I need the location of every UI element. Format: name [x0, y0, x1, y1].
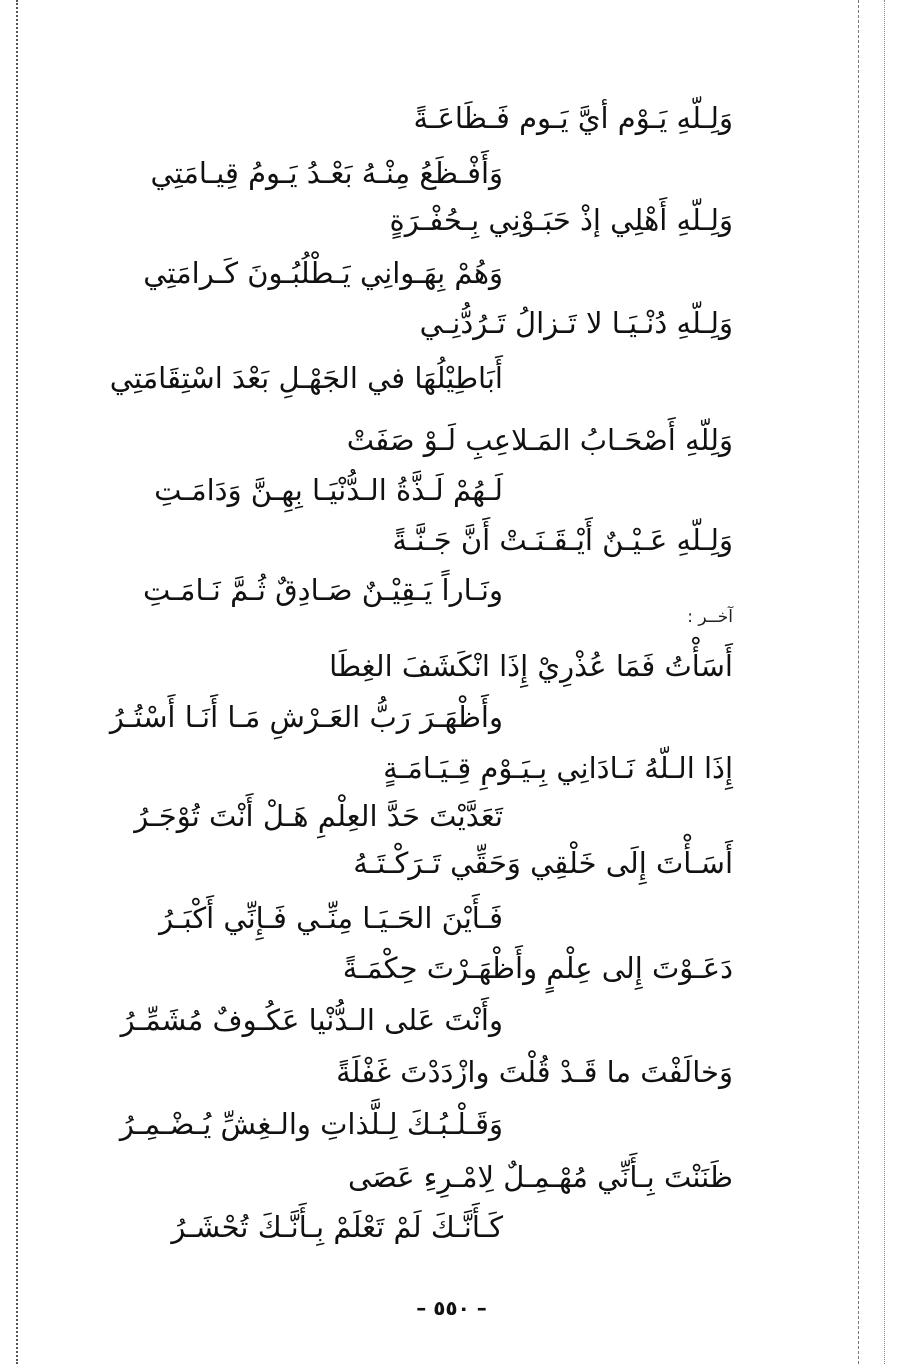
page-number: – ٥٥٠ – — [416, 1296, 487, 1320]
poem1-verse2-first: وَلِـلّهِ أَهْلِي إذْ حَبَـوْنِي بِـحُفْـرَةٍ — [389, 203, 733, 237]
poem2-verse6-second: كَـأَنَّـكَ لَمْ تَعْلَمْ بِـأَنَّـكَ تُحْشَـرُ — [171, 1210, 503, 1244]
poem1-verse4-second: لَـهُمْ لَـذَّةُ الـدُّنْيَـا بِهِـنَّ وَدَامَـتِ — [154, 473, 503, 507]
poem2-verse3-second: فَـأَيْنَ الحَـيَـا مِنِّـي فَـإِنِّي أَكْبَـرُ — [159, 901, 503, 935]
poem1-verse1-first: وَلِـلّهِ يَـوْم أيَّ يَـوم فَـظَاعَـةً — [413, 101, 733, 135]
poem1-verse4-first: وَلِلّهِ أَصْحَـابُ المَـلاعِبِ لَـوْ صَفَتْ — [346, 423, 733, 457]
poem2-verse2-first: إِذَا الـلّهُ نَـادَانِي بِـيَـوْمِ قِـيَـامَـةٍ — [383, 751, 733, 785]
poem2-verse6-first: ظَنَنْتَ بِـأَنِّي مُهْـمِـلٌ لِامْـرِءِ عَصَى — [347, 1160, 733, 1194]
poem2-verse4-second: وأَنْتَ عَلى الـدُّنْيا عَكُـوفٌ مُشَمِّـرُ — [120, 1003, 503, 1037]
poem1-verse3-first: وَلِـلّهِ دُنْـيَـا لا تَـزالُ تَـرُدُّنِـي — [419, 306, 733, 340]
poem2-verse4-first: دَعَـوْتَ إِلى عِلْمٍ وأَظْهَـرْتَ حِكْمَـةً — [342, 951, 733, 985]
poem2-verse1-second: وأَظْهَـرَ رَبُّ العَـرْشِ مَـا أَنَـا أَسْتُـرُ — [109, 700, 503, 734]
poem1-verse5-second: ونَـاراً يَـقِيْـنٌ صَـادِقٌ ثُـمَّ نَـامَـتِ — [142, 573, 503, 607]
poem2-verse5-second: وَقَـلْـبُـكَ لِـلَّذاتِ والـغِشِّ يُـضْـمِـرُ — [119, 1107, 503, 1141]
section-label: آخــر : — [687, 607, 733, 627]
poem1-verse2-second: وَهُمْ بِهَـوانِي يَـطْلُبُـونَ كَـرامَتِي — [143, 256, 503, 290]
left-edge-dots — [16, 0, 18, 1364]
right-edge-dots — [884, 0, 885, 1364]
poem2-verse2-second: تَعَدَّيْتَ حَدَّ العِلْمِ هَـلْ أَنْتَ تُوْجَـرُ — [134, 799, 503, 833]
poem2-verse3-first: أَسَـأْتَ إِلَى خَلْقِي وَحَقِّي تَـرَكْـتَـهُ — [353, 846, 733, 880]
poem2-verse1-first: أَسَأْتُ فَمَا عُذْرِيْ إِذَا انْكَشَفَ الغِطَا — [329, 649, 733, 683]
poem1-verse3-second: أَبَاطِيْلُهَا في الجَهْـلِ بَعْدَ اسْتِقَامَتِي — [109, 361, 503, 395]
right-edge-line — [858, 0, 859, 1364]
poem2-verse5-first: وَخالَفْتَ ما قَـدْ قُلْتَ وازْدَدْتَ غَفْلَةً — [336, 1055, 733, 1089]
poem1-verse1-second: وَأَفْـظَعُ مِنْـهُ بَعْـدُ يَـومُ قِيـامَتِي — [150, 156, 503, 190]
poem1-verse5-first: وَلِـلّهِ عَـيْـنٌ أَيْـقَـنَـتْ أَنَّ جَـنَّـةً — [392, 523, 733, 557]
